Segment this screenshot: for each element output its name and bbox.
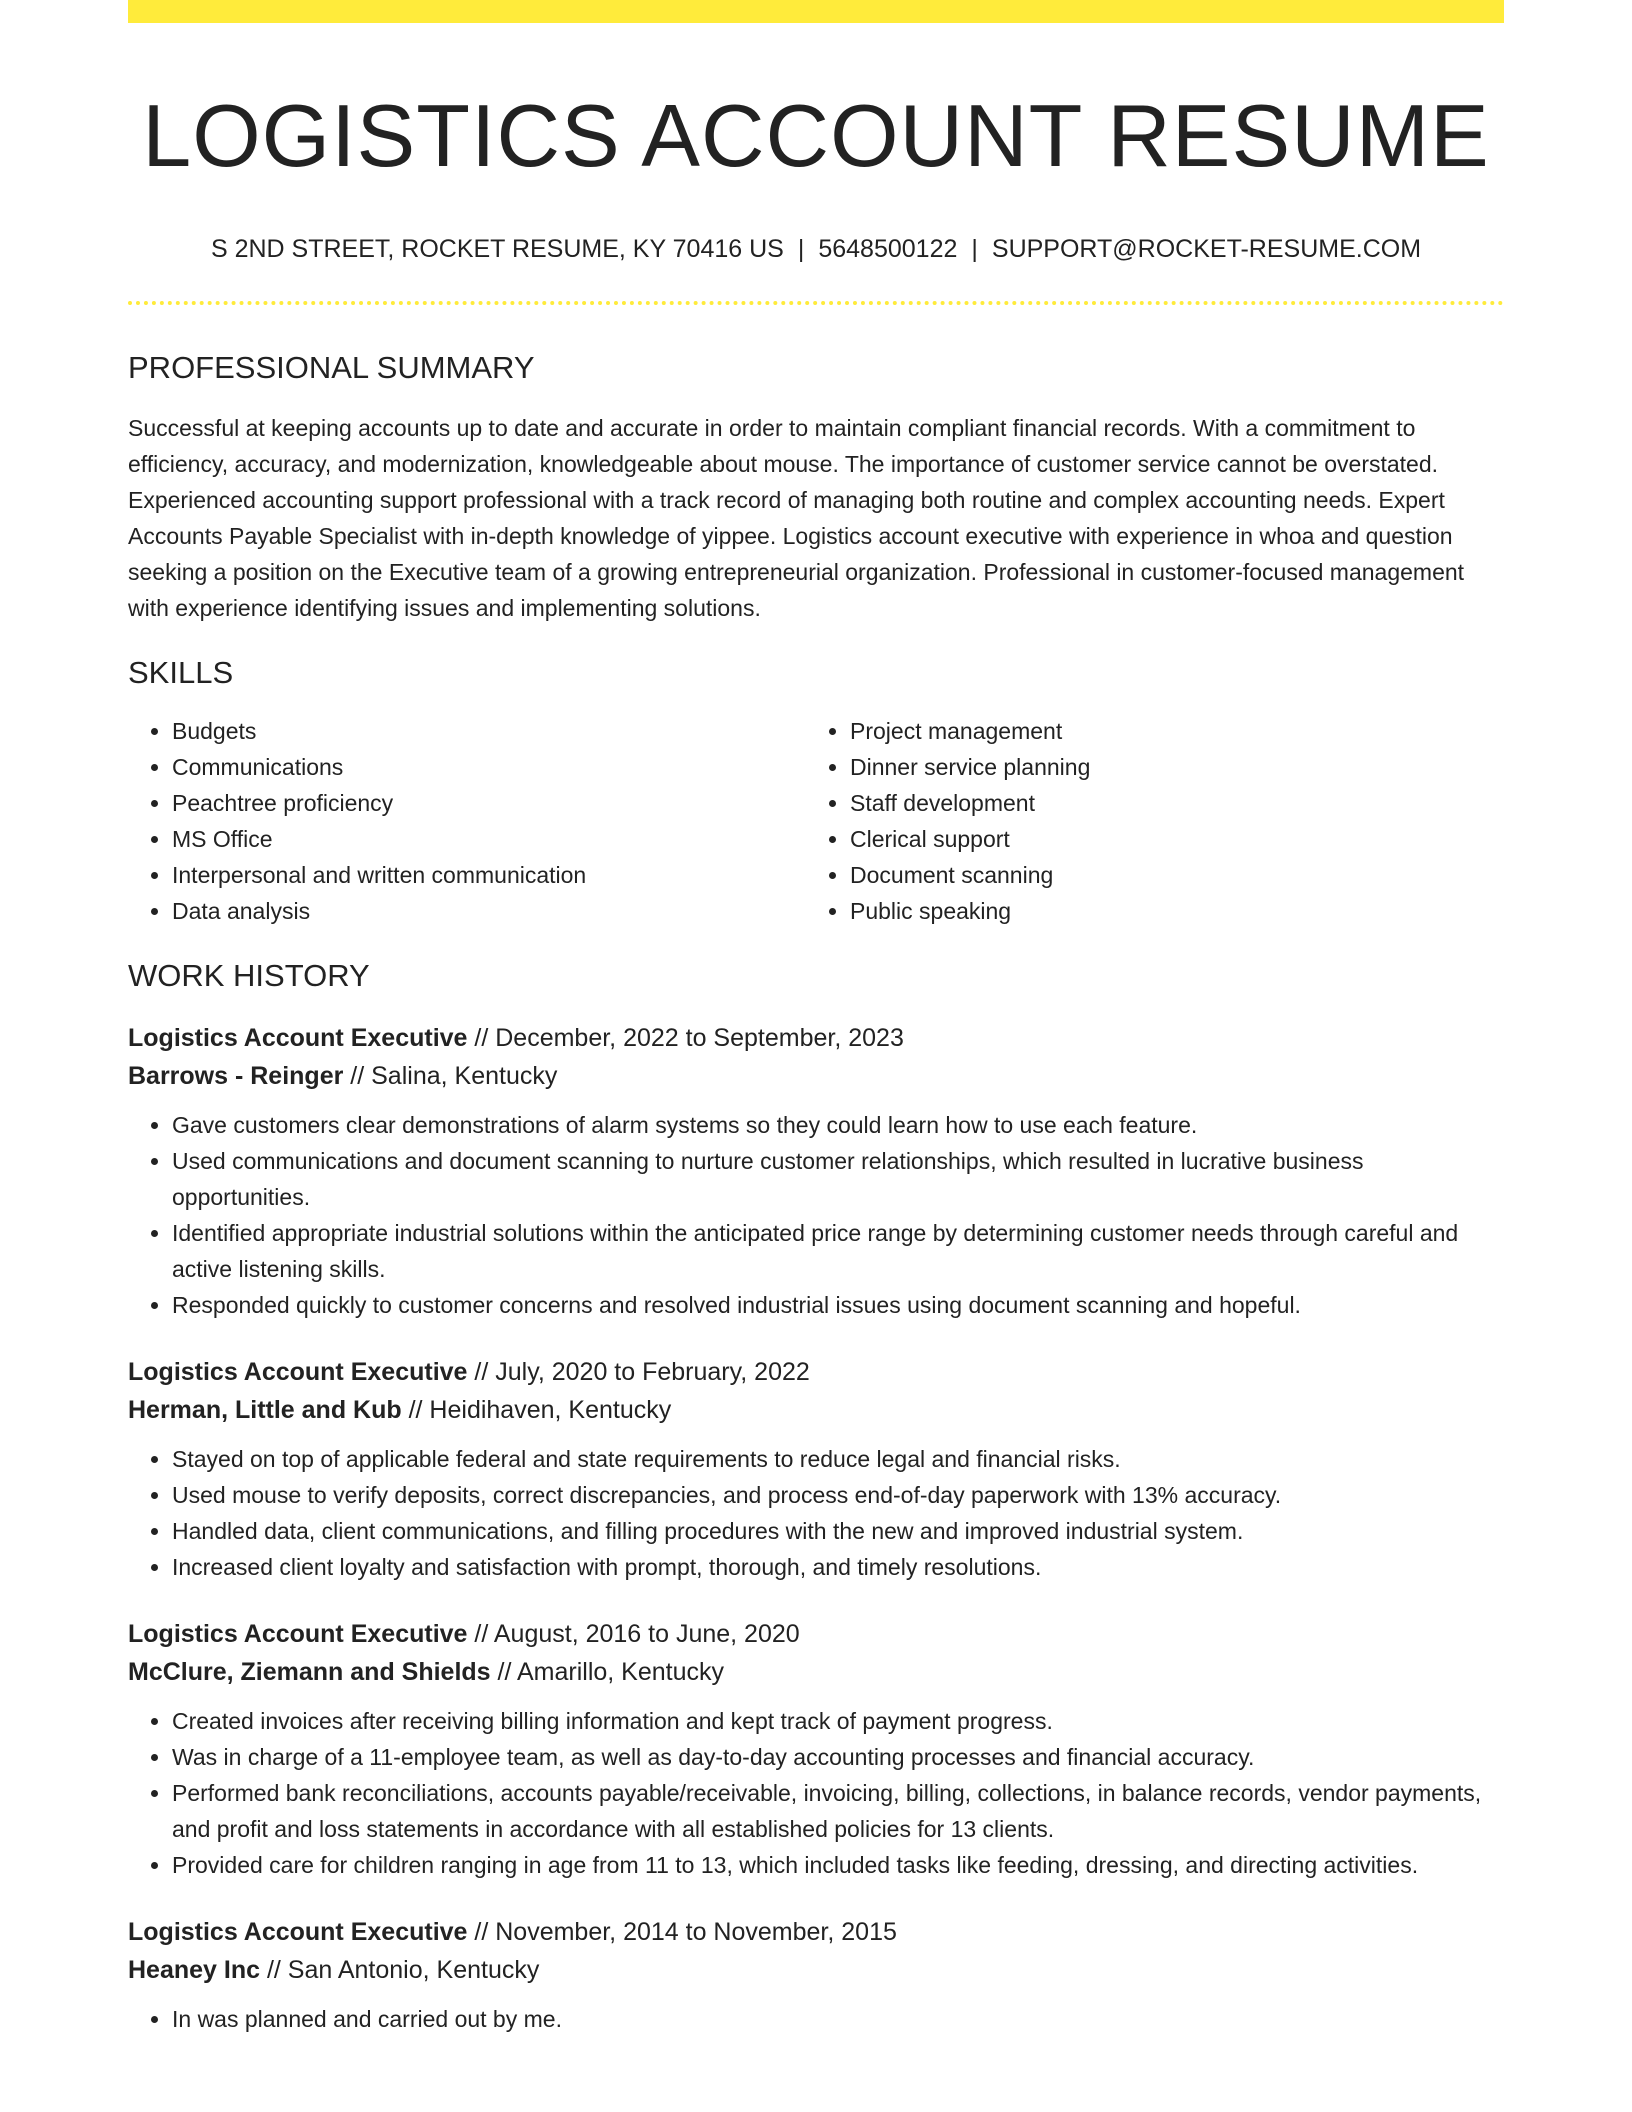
contact-separator: | — [797, 234, 805, 263]
skill-item: • Document scanning — [850, 857, 1484, 893]
job-company-line — [128, 1951, 1504, 1989]
job-bullet: • Responded quickly to customer concerns and resolved industrial issues using document scanning and hopeful. — [172, 1287, 1504, 1323]
job-bullet: • Stayed on top of applicable federal and state requirements to reduce legal and financial risks. — [172, 1441, 1504, 1477]
job-bullets — [128, 1703, 1504, 1883]
job-entry — [128, 1353, 1504, 1585]
job-bullet: • Was in charge of a 11-employee team, as well as day-to-day accounting processes and financial accuracy. — [172, 1739, 1504, 1775]
job-bullet: • Provided care for children ranging in age from 11 to 13, which included tasks like feeding, dressing, and directing activities. — [172, 1847, 1504, 1883]
contact-separator: | — [971, 234, 978, 263]
skills-heading: SKILLS — [128, 655, 234, 691]
job-role: Logistics Account Executive — [128, 1619, 468, 1648]
resume-title: LOGISTICS ACCOUNT RESUME — [142, 86, 1490, 185]
job-bullet: • Gave customers clear demonstrations of alarm systems so they could learn how to use each feature. — [172, 1107, 1504, 1143]
job-bullets — [128, 1107, 1504, 1323]
job-company-line — [128, 1057, 1504, 1095]
contact-email: SUPPORT@ROCKET-RESUME.COM — [991, 234, 1422, 263]
job-location: // Salina, Kentucky — [350, 1061, 558, 1090]
skills-column-left — [128, 713, 806, 929]
job-dates: // December, 2022 to September, 2023 — [474, 1023, 904, 1052]
dotted-divider — [128, 301, 1504, 305]
skill-item: • Data analysis — [172, 893, 806, 929]
skill-item: • Peachtree proficiency — [172, 785, 806, 821]
job-company: McClure, Ziemann and Shields — [128, 1657, 491, 1686]
job-company: Herman, Little and Kub — [128, 1395, 402, 1424]
job-location: // Amarillo, Kentucky — [497, 1657, 725, 1686]
job-title-line — [128, 1913, 1504, 1951]
skill-item: • Communications — [172, 749, 806, 785]
summary-text: Successful at keeping accounts up to date and accurate in order to maintain compliant financial records. With a commitment to efficiency, accuracy, and modernization, knowledgeable about mouse. The importance of customer service cannot be overstated. Experienced accounting support professional with a track record of managing both routine and complex accounting needs. Expert Accounts Payable Specialist with in-depth knowledge of yippee. Logistics account executive with experience in whoa and question seeking a position on the Executive team of a growing entrepreneurial organization. Professional in customer-focused management with experience identifying issues and implementing solutions. — [128, 415, 1465, 622]
skill-item: • Staff development — [850, 785, 1484, 821]
job-entry — [128, 1913, 1504, 2037]
skill-item: • Public speaking — [850, 893, 1484, 929]
contact-phone: 5648500122 — [818, 234, 958, 263]
accent-top-bar — [128, 0, 1504, 23]
resume-page — [128, 0, 1504, 2037]
summary-heading: PROFESSIONAL SUMMARY — [128, 350, 535, 386]
contact-address: S 2ND STREET, ROCKET RESUME, KY 70416 US — [210, 234, 784, 263]
skill-item: • Budgets — [172, 713, 806, 749]
work-history-heading: WORK HISTORY — [128, 958, 370, 994]
job-bullet: • In was planned and carried out by me. — [172, 2001, 1504, 2037]
job-bullets — [128, 1441, 1504, 1585]
skill-item: • Project management — [850, 713, 1484, 749]
job-role: Logistics Account Executive — [128, 1357, 468, 1386]
job-company-line — [128, 1653, 1504, 1691]
job-bullets — [128, 2001, 1504, 2037]
job-bullet: • Created invoices after receiving billing information and kept track of payment progress. — [172, 1703, 1504, 1739]
job-role: Logistics Account Executive — [128, 1023, 468, 1052]
job-company: Heaney Inc — [128, 1955, 261, 1984]
job-dates: // August, 2016 to June, 2020 — [474, 1619, 800, 1648]
job-title-line — [128, 1615, 1504, 1653]
job-company-line — [128, 1391, 1504, 1429]
skills-column-right — [806, 713, 1484, 929]
job-bullet: • Used mouse to verify deposits, correct discrepancies, and process end-of-day paperwork with 13% accuracy. — [172, 1477, 1504, 1513]
job-dates: // July, 2020 to February, 2022 — [474, 1357, 810, 1386]
job-location: // Heidihaven, Kentucky — [408, 1395, 672, 1424]
skill-item: • Clerical support — [850, 821, 1484, 857]
job-location: // San Antonio, Kentucky — [266, 1955, 540, 1984]
skill-item: • Dinner service planning — [850, 749, 1484, 785]
job-bullet: • Used communications and document scanning to nurture customer relationships, which resulted in lucrative business opportunities. — [172, 1143, 1504, 1215]
job-bullet: • Handled data, client communications, and filling procedures with the new and improved industrial system. — [172, 1513, 1504, 1549]
job-title-line — [128, 1019, 1504, 1057]
skill-item: • MS Office — [172, 821, 806, 857]
skills-list — [128, 713, 1504, 929]
job-company: Barrows - Reinger — [128, 1061, 344, 1090]
job-title-line — [128, 1353, 1504, 1391]
job-role: Logistics Account Executive — [128, 1917, 468, 1946]
job-entry — [128, 1019, 1504, 1323]
contact-line — [128, 233, 1504, 266]
job-dates: // November, 2014 to November, 2015 — [474, 1917, 897, 1946]
job-bullet: • Increased client loyalty and satisfaction with prompt, thorough, and timely resolutions. — [172, 1549, 1504, 1585]
skill-item: • Interpersonal and written communication — [172, 857, 806, 893]
job-bullet: • Identified appropriate industrial solutions within the anticipated price range by determining customer needs through careful and active listening skills. — [172, 1215, 1504, 1287]
job-entry — [128, 1615, 1504, 1883]
job-bullet: • Performed bank reconciliations, accounts payable/receivable, invoicing, billing, collections, in balance records, vendor payments, and profit and loss statements in accordance with all established policies for 13 clients. — [172, 1775, 1504, 1847]
